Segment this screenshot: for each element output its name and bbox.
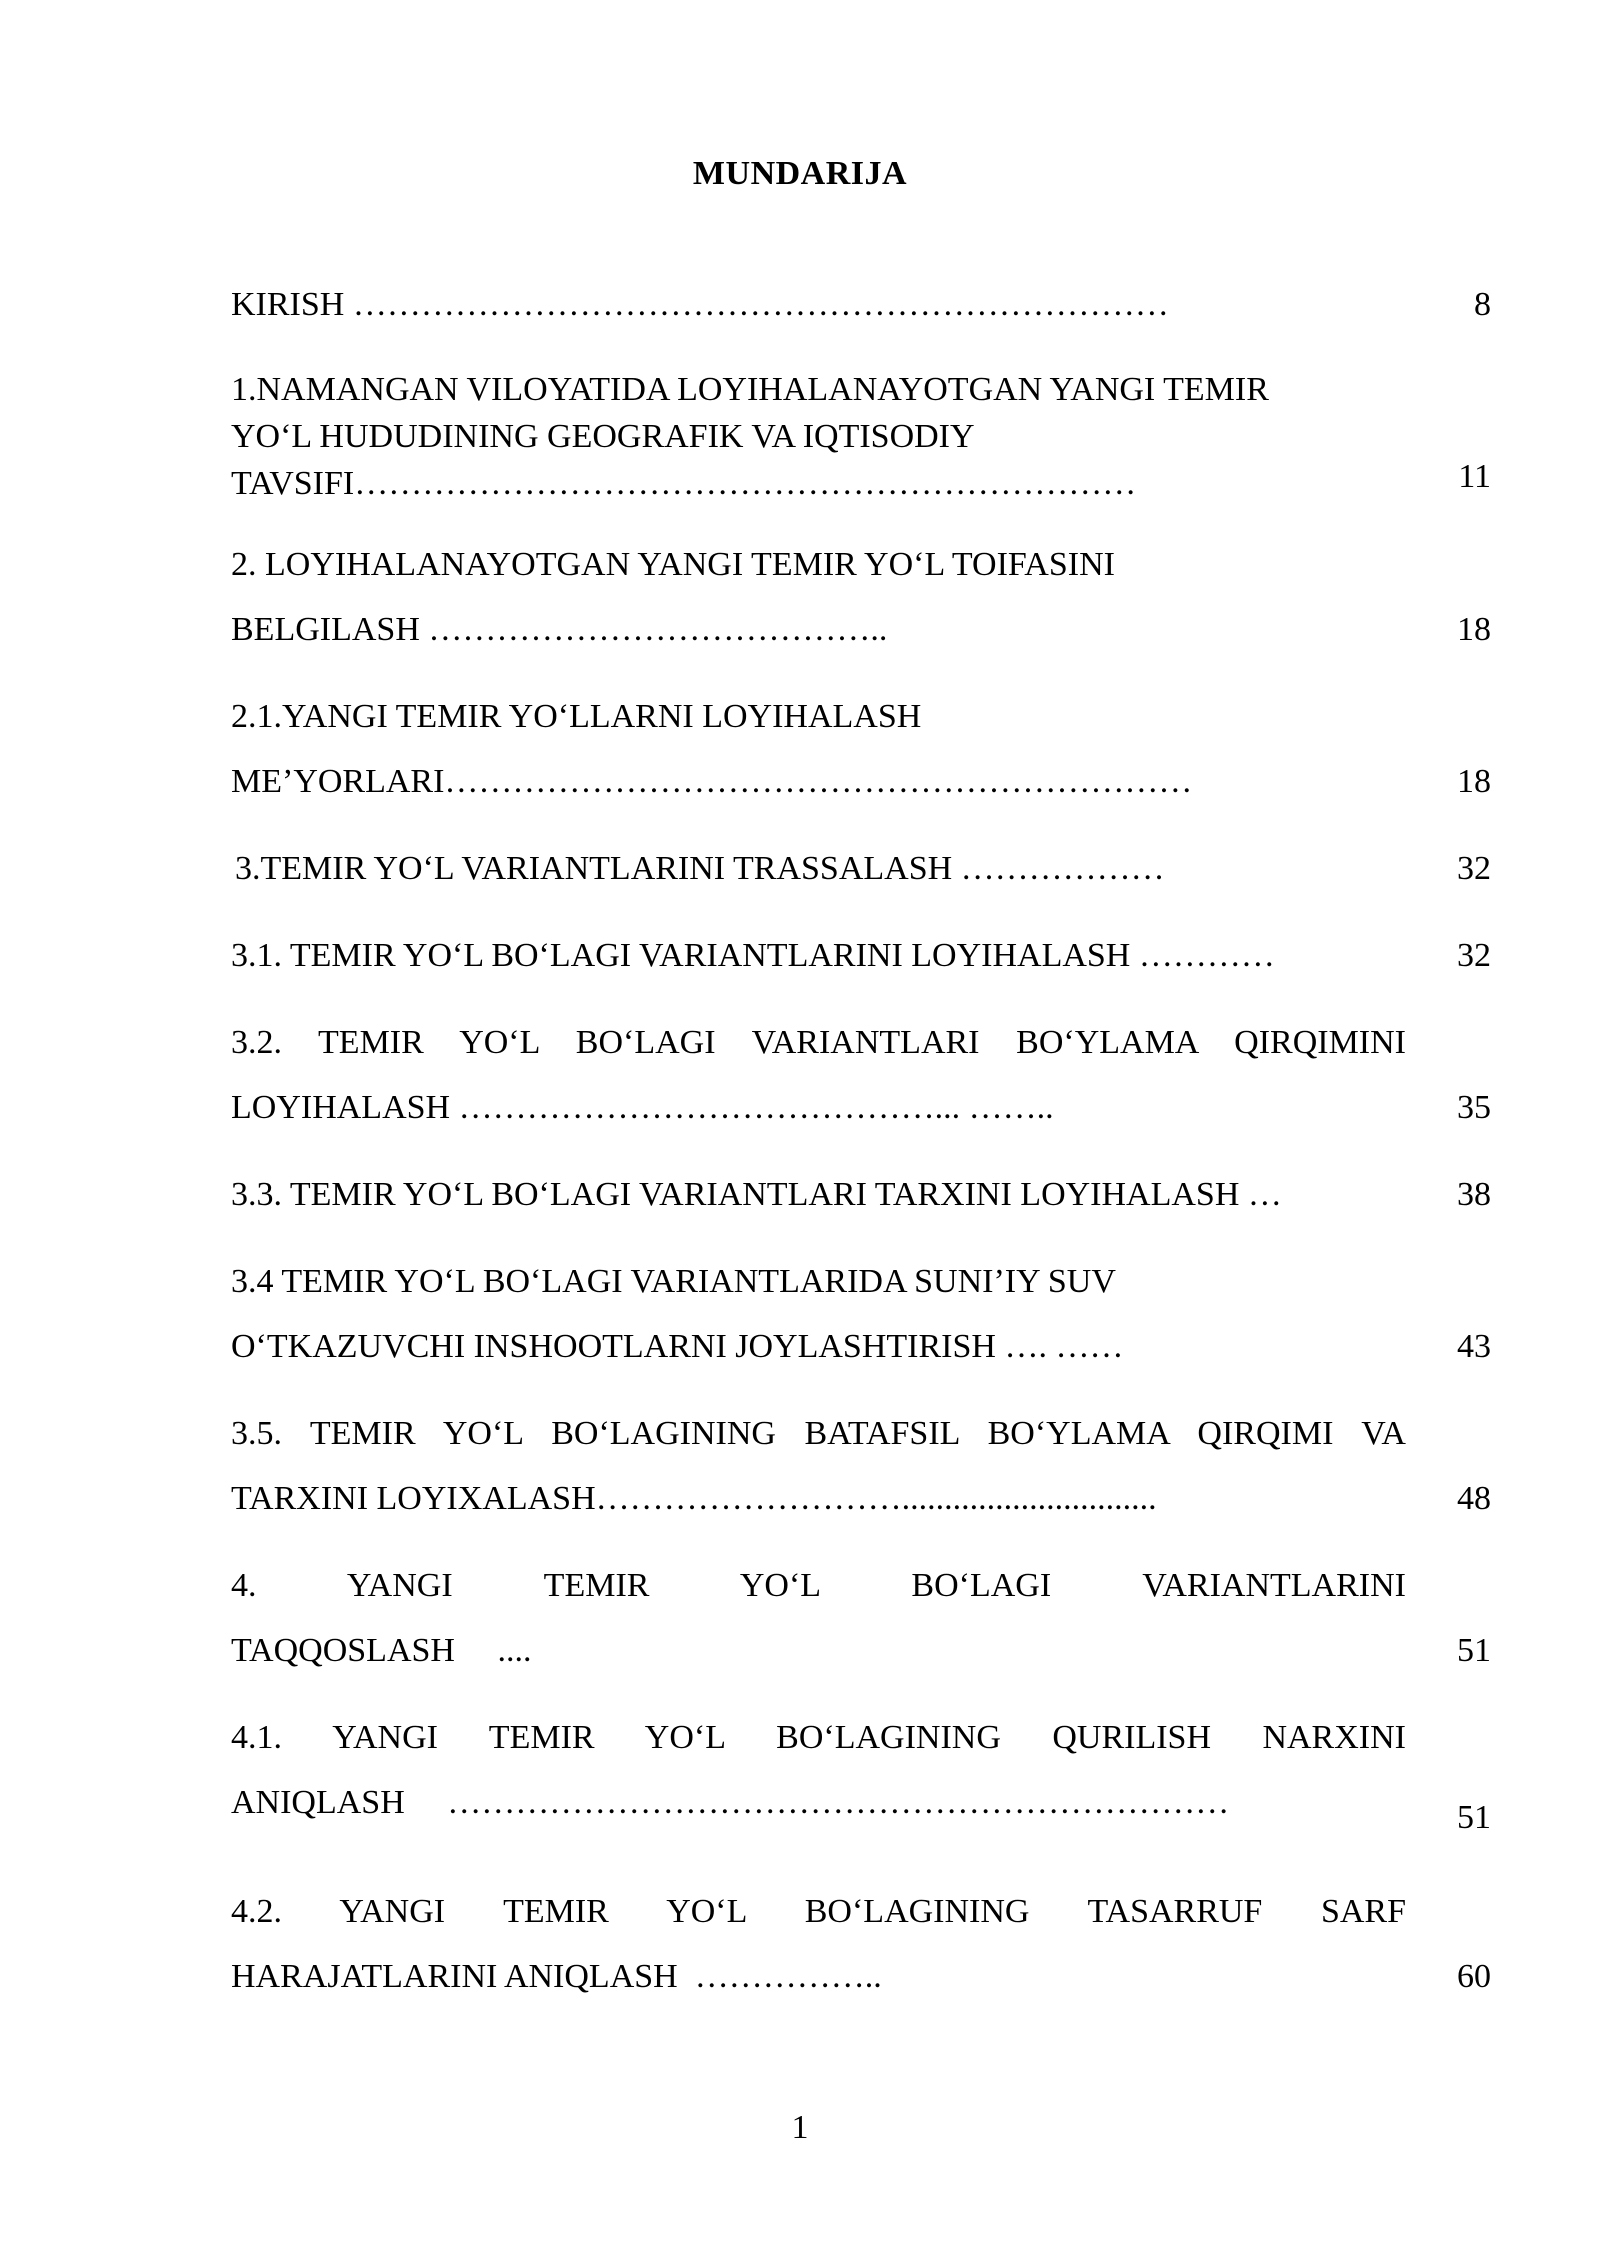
toc-entry-text: YO‘L HUDUDINING GEOGRAFIK VA IQTISODIY — [231, 418, 975, 455]
toc-page-number: 32 — [1457, 937, 1491, 974]
toc-entry-text: TARXINI LOYIXALASH……………………….............................. — [231, 1480, 1157, 1517]
toc-page-number: 51 — [1457, 1799, 1491, 1836]
toc-entry-text: 3.1. TEMIR YO‘L BO‘LAGI VARIANTLARINI LOYIHALASH ………… — [231, 937, 1275, 974]
toc-entry-text: O‘TKAZUVCHI INSHOOTLARNI JOYLASHTIRISH …. …… — [231, 1328, 1124, 1365]
toc-entry-text: 3.4 TEMIR YO‘L BO‘LAGI VARIANTLARIDA SUNI’IY SUV — [231, 1263, 1116, 1300]
toc-entry-text: 1.NAMANGAN VILOYATIDA LOYIHALANAYOTGAN YANGI TEMIR — [231, 371, 1269, 408]
toc-page-number: 8 — [1474, 286, 1491, 323]
toc-page-number: 48 — [1457, 1480, 1491, 1517]
toc-page-number: 35 — [1457, 1089, 1491, 1126]
toc-entry-text: 3.5. TEMIR YO‘L BO‘LAGINING BATAFSIL BO‘YLAMA QIRQIMI VA — [231, 1415, 1406, 1452]
toc-entry-text: LOYIHALASH ……………………………………... …….. — [231, 1089, 1054, 1126]
toc-entry-text: 3.3. TEMIR YO‘L BO‘LAGI VARIANTLARI TARXINI LOYIHALASH … — [231, 1176, 1282, 1213]
toc-entry-text: 2.1.YANGI TEMIR YO‘LLARNI LOYIHALASH — [231, 698, 922, 735]
toc-entry-text: 4.1. YANGI TEMIR YO‘L BO‘LAGINING QURILISH NARXINI — [231, 1719, 1406, 1756]
toc-entry-text: TAQQOSLASH .... — [231, 1632, 532, 1669]
toc-page-number: 18 — [1457, 763, 1491, 800]
toc-page-number: 60 — [1457, 1958, 1491, 1995]
toc-entry-text: 3.2. TEMIR YO‘L BO‘LAGI VARIANTLARI BO‘YLAMA QIRQIMINI — [231, 1024, 1406, 1061]
toc-entry-text: KIRISH ……………………………………………………………… — [231, 286, 1169, 323]
toc-entry-text: BELGILASH ………………………………….. — [231, 611, 888, 648]
toc-entry-text: 4.2. YANGI TEMIR YO‘L BO‘LAGINING TASARRUF SARF — [231, 1893, 1406, 1930]
toc-page-number: 11 — [1458, 458, 1491, 495]
toc-page-number: 18 — [1457, 611, 1491, 648]
toc-entry-text: 4. YANGI TEMIR YO‘L BO‘LAGI VARIANTLARINI — [231, 1567, 1406, 1604]
toc-entry-text: ME’YORLARI………………………………………………………… — [231, 763, 1193, 800]
document-title: MUNDARIJA — [692, 155, 908, 192]
toc-page-number: 51 — [1457, 1632, 1491, 1669]
toc-entry-text: HARAJATLARINI ANIQLASH …………….. — [231, 1958, 882, 1995]
toc-page-number: 32 — [1457, 850, 1491, 887]
toc-entry-text: TAVSIFI…………………………………………………………… — [231, 465, 1137, 502]
toc-entry-text: 2. LOYIHALANAYOTGAN YANGI TEMIR YO‘L TOIFASINI — [231, 546, 1115, 583]
toc-page-number: 43 — [1457, 1328, 1491, 1365]
page-number-footer: 1 — [791, 2109, 809, 2146]
toc-entry-text: ANIQLASH …………………………………………………………… — [231, 1784, 1230, 1821]
toc-entry-text: 3.TEMIR YO‘L VARIANTLARINI TRASSALASH ……………… — [235, 850, 1165, 887]
toc-page-number: 38 — [1457, 1176, 1491, 1213]
